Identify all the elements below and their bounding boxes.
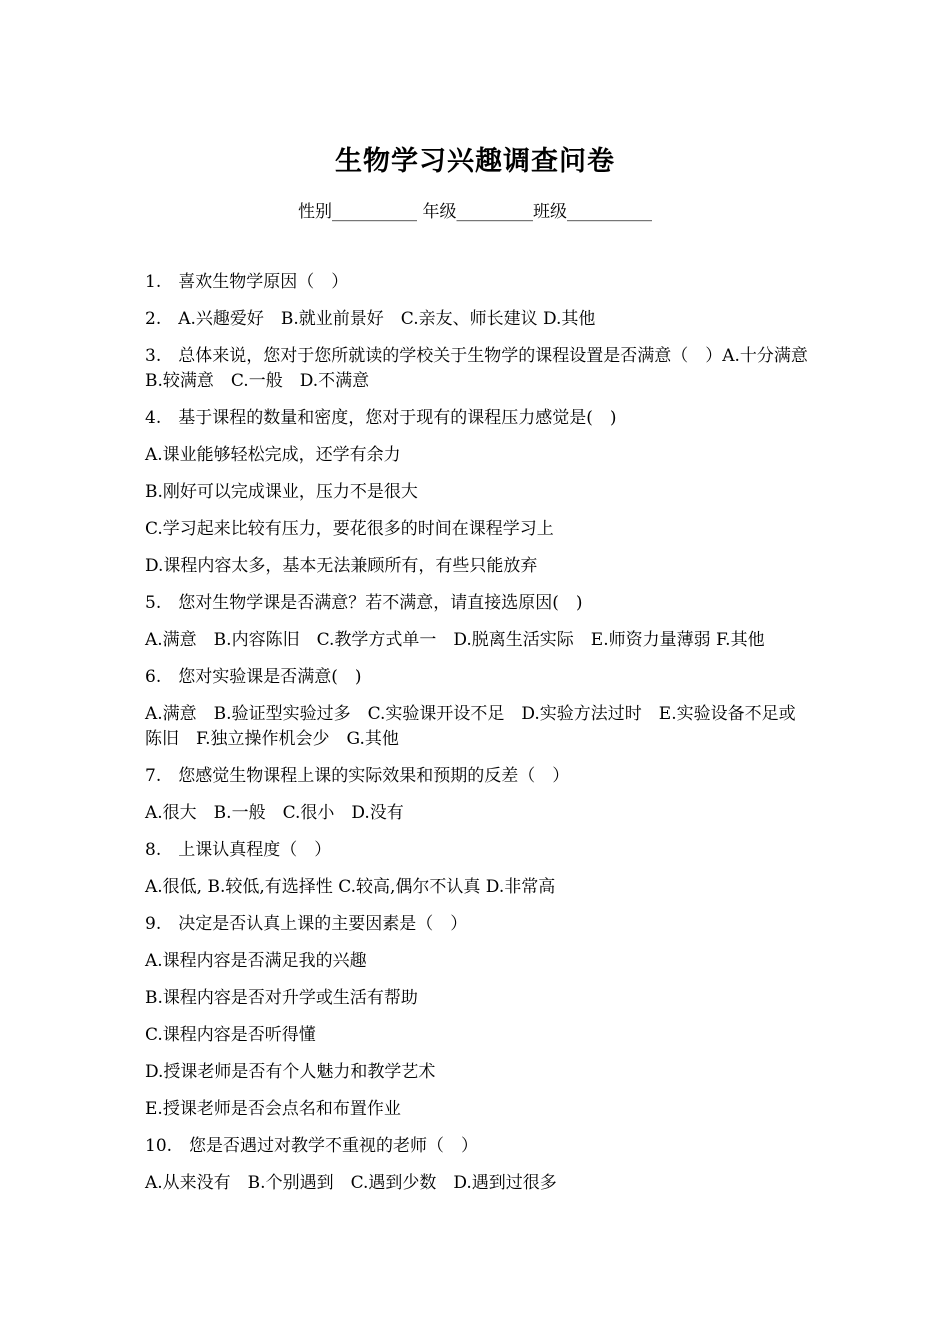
questionnaire-body <box>145 270 825 1208</box>
question-7-options: A.很大 B.一般 C.很小 D.没有 <box>145 803 404 823</box>
question-9: 9. 决定是否认真上课的主要因素是（ ） <box>145 914 468 934</box>
question-4-option-a: A.课业能够轻松完成，还学有余力 <box>145 445 401 465</box>
question-3: 3. 总体来说，您对于您所就读的学校关于生物学的课程设置是否满意（ ）A.十分满意 B.较满意 C.一般 D.不满意 <box>145 346 825 391</box>
question-8: 8. 上课认真程度（ ） <box>145 840 332 860</box>
question-4-option-b: B.刚好可以完成课业，压力不是很大 <box>145 482 418 502</box>
question-10: 10. 您是否遇过对教学不重视的老师（ ） <box>145 1136 479 1156</box>
question-8-options: A.很低, B.较低,有选择性 C.较高,偶尔不认真 D.非常高 <box>145 877 556 897</box>
question-5-options: A.满意 B.内容陈旧 C.教学方式单一 D.脱离生活实际 E.师资力量薄弱 F.其他 <box>145 630 765 650</box>
student-info-line: 性别__________ 年级_________班级__________ <box>298 202 652 222</box>
question-10-options: A.从来没有 B.个别遇到 C.遇到少数 D.遇到过很多 <box>145 1173 557 1193</box>
question-9-option-d: D.授课老师是否有个人魅力和教学艺术 <box>145 1062 436 1082</box>
question-6-options: A.满意 B.验证型实验过多 C.实验课开设不足 D.实验方法过时 E.实验设备不足或陈旧 F.独立操作机会少 G.其他 <box>145 704 796 749</box>
question-9-option-b: B.课程内容是否对升学或生活有帮助 <box>145 988 418 1008</box>
question-7: 7. 您感觉生物课程上课的实际效果和预期的反差（ ） <box>145 766 570 786</box>
question-6: 6. 您对实验课是否满意( ) <box>145 667 362 687</box>
question-4: 4. 基于课程的数量和密度，您对于现有的课程压力感觉是( ) <box>145 408 617 428</box>
question-9-option-c: C.课程内容是否听得懂 <box>145 1025 316 1045</box>
question-4-option-c: C.学习起来比较有压力，要花很多的时间在课程学习上 <box>145 519 554 539</box>
question-1: 1. 喜欢生物学原因（ ） <box>145 272 349 292</box>
question-9-option-e: E.授课老师是否会点名和布置作业 <box>145 1099 401 1119</box>
question-2-options: 2. A.兴趣爱好 B.就业前景好 C.亲友、师长建议 D.其他 <box>145 309 596 329</box>
page-title: 生物学习兴趣调查问卷 <box>335 146 615 177</box>
question-9-option-a: A.课程内容是否满足我的兴趣 <box>145 951 367 971</box>
question-5: 5. 您对生物学课是否满意？若不满意，请直接选原因( ) <box>145 593 583 613</box>
question-4-option-d: D.课程内容太多，基本无法兼顾所有，有些只能放弃 <box>145 556 538 576</box>
